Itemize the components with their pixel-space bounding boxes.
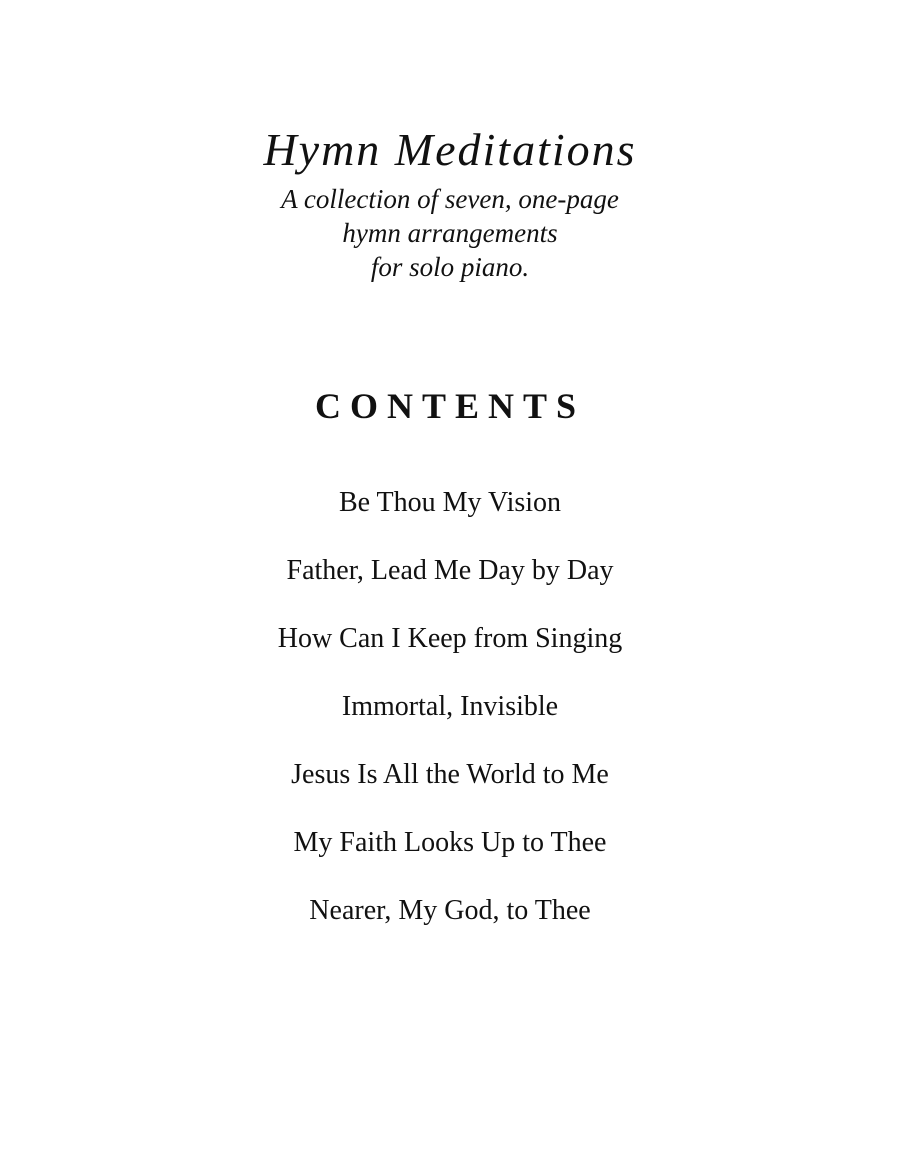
contents-item: Jesus Is All the World to Me [291,759,609,790]
contents-item: How Can I Keep from Singing [277,623,623,654]
subtitle-line-3: for solo piano. [370,252,530,282]
contents-item: Immortal, Invisible [341,691,559,722]
contents-item: Nearer, My God, to Thee [309,895,591,926]
contents-item: Be Thou My Vision [338,487,562,518]
subtitle-line-2: hymn arrangements [342,218,558,248]
subtitle-line-1: A collection of seven, one-page [281,184,619,214]
contents-item: Father, Lead Me Day by Day [286,555,614,586]
document-title: Hymn Meditations [263,124,637,175]
contents-list [0,480,900,956]
contents-heading: CONTENTS [314,386,586,426]
contents-item: My Faith Looks Up to Thee [293,827,607,858]
document-subtitle [0,182,900,284]
